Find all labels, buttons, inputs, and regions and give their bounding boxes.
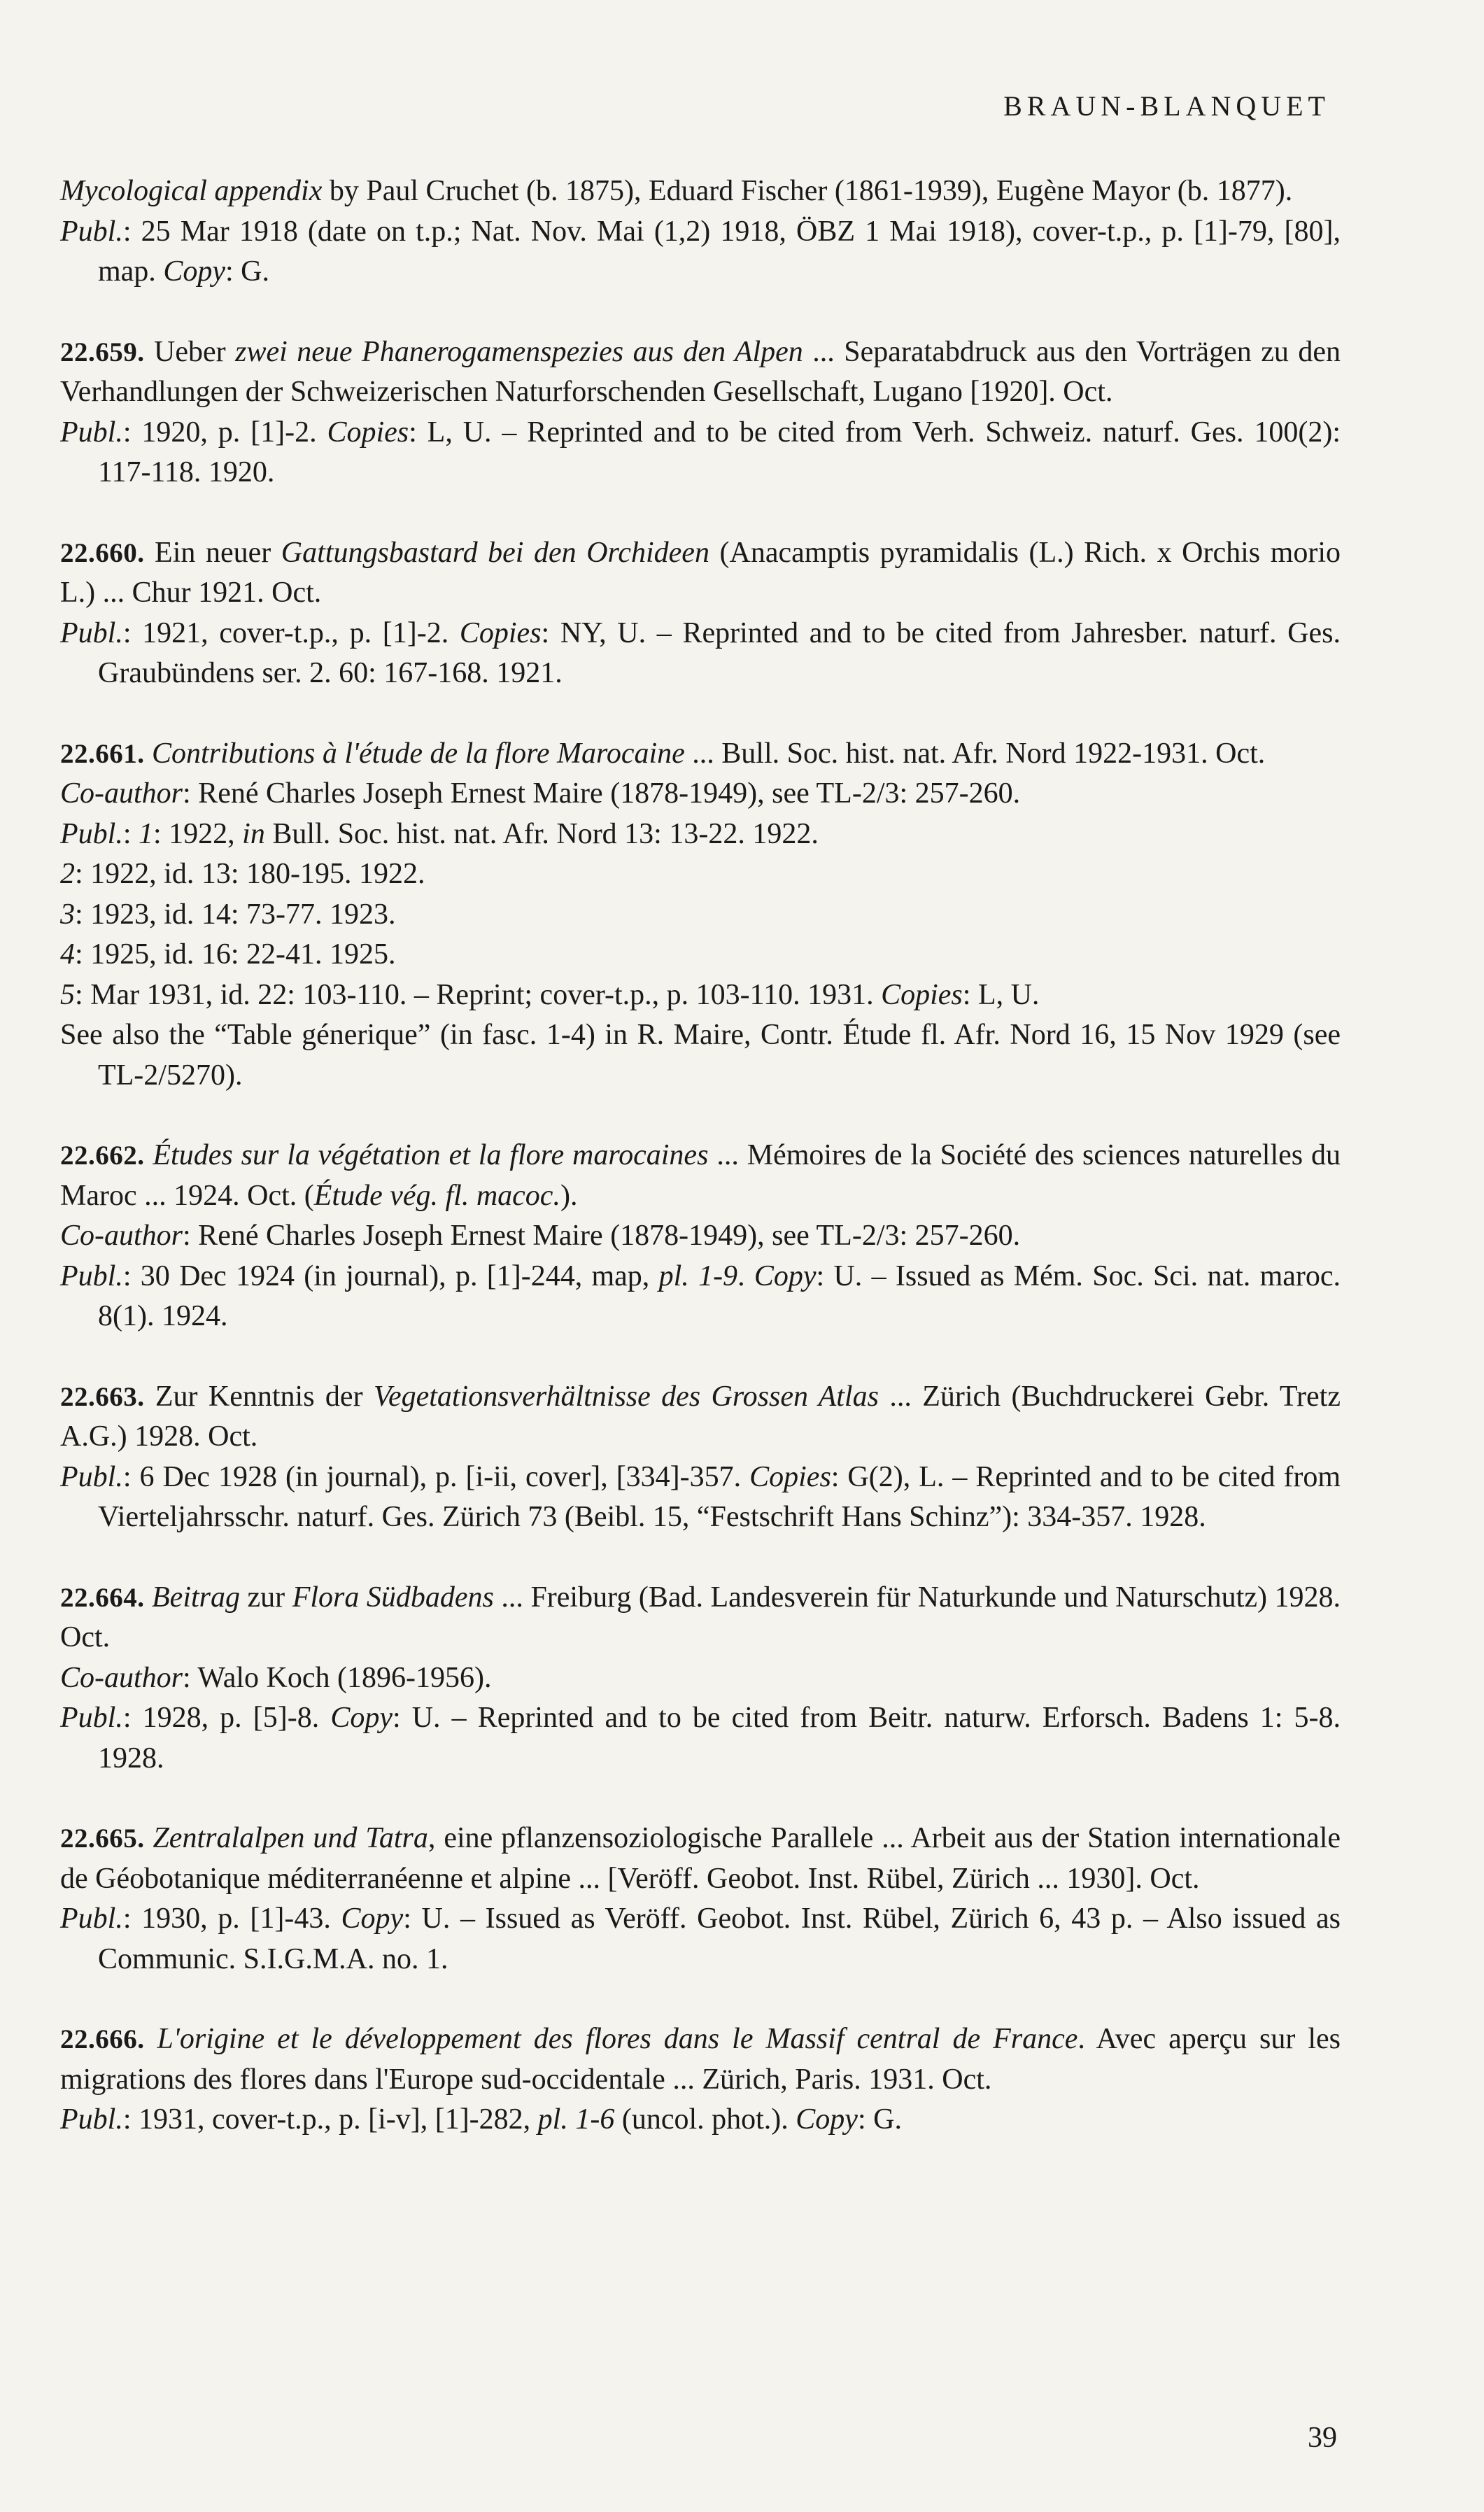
text-run: : 1922,	[153, 817, 243, 850]
italic-text: Publ.	[60, 1702, 123, 1734]
bibliography-entry	[60, 2019, 1341, 2140]
entry-detail	[60, 2100, 1341, 2140]
text-run: Bull. Soc. hist. nat. Afr. Nord 13: 13-22. 1922.	[264, 817, 819, 850]
text-run: : Mar 1931, id. 22: 103-110. – Reprint; cover-t.p., p. 103-110. 1931.	[75, 978, 882, 1011]
text-run: : 1920, p. [1]-2.	[122, 416, 327, 449]
text-run: : 1923, id. 14: 73-77. 1923.	[75, 898, 396, 931]
italic-text: Copies	[881, 978, 963, 1011]
italic-text: Beitrag	[152, 1581, 241, 1614]
text-run: : René Charles Joseph Ernest Maire (1878-1949), see TL-2/3: 257-260.	[183, 1220, 1021, 1252]
italic-text: 1	[139, 817, 153, 850]
text-run: ... Bull. Soc. hist. nat. Afr. Nord 1922-1931. Oct.	[684, 737, 1266, 770]
italic-text: in	[242, 817, 265, 850]
entry-number: 22.662.	[60, 1141, 145, 1171]
entry-detail	[60, 1257, 1341, 1337]
text-run: : 1928, p. [5]-8.	[122, 1702, 331, 1734]
entry-number: 22.666.	[60, 2024, 145, 2054]
bibliography-entry	[60, 1377, 1341, 1538]
entry-detail	[60, 1015, 1341, 1096]
text-run: : L, U.	[962, 978, 1040, 1011]
text-run: (uncol. phot.).	[614, 2103, 796, 2136]
italic-text: Publ.	[60, 215, 123, 248]
italic-text: Publ.	[60, 1460, 123, 1493]
italic-text: Copies	[327, 416, 409, 449]
entry-number: 22.659.	[60, 337, 145, 367]
text-run: . Avec aperçu sur les migrations des flores dans l'Europe sud-occidentale ... Zürich, Paris. 1931. Oct.	[60, 2023, 1341, 2096]
italic-text: 3	[60, 898, 75, 931]
entry-detail	[60, 1458, 1341, 1538]
text-run: : NY, U. – Reprinted and to be cited from Jahresber. naturf. Ges. Graubündens ser. 2. 60: 167-168. 1921.	[98, 616, 1341, 689]
entry-title	[60, 2019, 1341, 2100]
text-run: Zur Kenntnis der	[144, 1380, 374, 1413]
text-run	[145, 1822, 153, 1854]
text-run: : 1925, id. 16: 22-41. 1925.	[75, 938, 396, 971]
italic-text: Études sur la végétation et la flore marocaines	[153, 1139, 709, 1171]
entry-number: 22.665.	[60, 1823, 145, 1854]
entry-title	[60, 1136, 1341, 1216]
entry-title	[60, 734, 1341, 775]
text-run: zur	[240, 1581, 292, 1614]
italic-text: zwei neue Phanerogamenspezies aus den Alpen	[235, 335, 803, 368]
italic-text: 4	[60, 938, 75, 971]
italic-text: pl. 1-6	[537, 2103, 615, 2136]
text-run	[145, 2023, 157, 2055]
text-run: : 6 Dec 1928 (in journal), p. [i-ii, cover], [334]-357.	[122, 1460, 750, 1493]
italic-text: Co-author	[60, 1220, 183, 1252]
text-run: : G.	[857, 2103, 902, 2136]
prelude-block	[60, 171, 1341, 292]
italic-text: Publ.	[60, 1259, 123, 1292]
entry-detail	[60, 1698, 1341, 1779]
text-run: : L, U. – Reprinted and to be cited from Verh. Schweiz. naturf. Ges. 100(2): 117-118. 1920.	[98, 416, 1341, 488]
italic-text: Flora Südbadens	[292, 1581, 494, 1614]
entry-detail	[60, 774, 1341, 814]
entry-detail	[60, 935, 1341, 975]
entry-title	[60, 332, 1341, 413]
text-run: :	[122, 817, 139, 850]
entry-detail	[60, 854, 1341, 895]
italic-text: Publ.	[60, 2103, 123, 2136]
bibliography-entry	[60, 332, 1341, 493]
text-run: ... Separatabdruck aus den Vorträgen zu den Verhandlungen der Schweizerischen Naturforschenden Gesellschaft, Lugano [1920]. Oct.	[60, 335, 1341, 408]
italic-text: Mycological appendix	[60, 175, 323, 207]
italic-text: Copy	[796, 2103, 858, 2136]
italic-text: Publ.	[60, 1903, 123, 1935]
italic-text: 2	[60, 858, 75, 890]
entry-number: 22.663.	[60, 1381, 145, 1412]
italic-text: Étude vég. fl. macoc.	[313, 1179, 560, 1212]
text-run: ... Mémoires de la Société des sciences naturelles du Maroc ... 1924. Oct. (	[60, 1139, 1341, 1212]
italic-text: Copies	[459, 616, 542, 649]
entry-detail	[60, 895, 1341, 936]
entry-detail	[60, 814, 1341, 855]
text-run	[145, 1581, 153, 1614]
prelude-paragraph	[60, 212, 1341, 292]
entry-title	[60, 1819, 1341, 1899]
text-run: : G(2), L. – Reprinted and to be cited from Vierteljahrsschr. naturf. Ges. Zürich 73 (Beibl. 15, “Festschrift Hans Schinz”): 334-357. 1928.	[98, 1460, 1341, 1533]
entry-number: 22.661.	[60, 738, 145, 769]
text-run: : U. – Reprinted and to be cited from Beitr. naturw. Erforsch. Badens 1: 5-8. 1928.	[98, 1702, 1341, 1774]
bibliography-entry	[60, 1819, 1341, 1980]
text-run: See also the “Table génerique” (in fasc. 1-4) in R. Maire, Contr. Étude fl. Afr. Nord 16, 15 Nov 1929 (see TL-2/5270).	[60, 1019, 1341, 1092]
text-run	[145, 738, 153, 770]
entry-list	[60, 332, 1341, 2140]
entry-detail	[60, 1899, 1341, 1980]
text-run: by Paul Cruchet (b. 1875), Eduard Fischer (1861-1939), Eugène Mayor (b. 1877).	[322, 175, 1293, 207]
text-run: : René Charles Joseph Ernest Maire (1878-1949), see TL-2/3: 257-260.	[183, 777, 1021, 810]
text-run: ).	[560, 1179, 578, 1212]
page-number: 39	[1308, 2422, 1337, 2454]
text-run: (Anacamptis pyramidalis (L.) Rich. x Orchis morio L.) ... Chur 1921. Oct.	[60, 536, 1341, 609]
bibliography-entry	[60, 1578, 1341, 1779]
text-run: : 1930, p. [1]-43.	[122, 1903, 341, 1935]
text-run: Ein neuer	[144, 536, 281, 569]
entry-detail	[60, 1216, 1341, 1257]
italic-text: Copy	[341, 1903, 404, 1935]
bibliography-entry	[60, 533, 1341, 694]
entry-title	[60, 533, 1341, 614]
italic-text: Copy	[163, 255, 225, 288]
italic-text: Co-author	[60, 777, 183, 810]
text-run: ... Freiburg (Bad. Landesverein für Naturkunde und Naturschutz) 1928. Oct.	[60, 1581, 1341, 1653]
text-run: : 1931, cover-t.p., p. [i-v], [1]-282,	[122, 2103, 538, 2136]
italic-text: 5	[60, 978, 75, 1011]
entry-title	[60, 1377, 1341, 1458]
italic-text: Contributions à l'étude de la flore Marocaine	[152, 737, 685, 770]
running-head: BRAUN-BLANQUET	[1003, 90, 1330, 122]
entry-detail	[60, 1658, 1341, 1699]
italic-text: Publ.	[60, 616, 123, 649]
bibliography-body	[60, 171, 1341, 2140]
italic-text: Publ.	[60, 817, 123, 850]
italic-text: pl. 1-9	[658, 1259, 738, 1292]
italic-text: Zentralalpen und Tatra	[153, 1822, 428, 1854]
entry-detail	[60, 413, 1341, 493]
entry-detail	[60, 975, 1341, 1016]
italic-text: L'origine et le développement des flores dans le Massif central de France	[157, 2023, 1078, 2055]
text-run: : Walo Koch (1896-1956).	[183, 1661, 492, 1694]
bibliography-entry	[60, 734, 1341, 1096]
entry-number: 22.664.	[60, 1582, 145, 1613]
text-run: : 30 Dec 1924 (in journal), p. [1]-244, map,	[122, 1259, 659, 1292]
italic-text: Copy	[330, 1702, 393, 1734]
text-run: : U. – Issued as Veröff. Geobot. Inst. Rübel, Zürich 6, 43 p. – Also issued as Communic. S.I.G.M.A. no. 1.	[98, 1903, 1341, 1975]
entry-number: 22.660.	[60, 537, 145, 568]
text-run: ... Zürich (Buchdruckerei Gebr. Tretz A.G.) 1928. Oct.	[60, 1380, 1341, 1453]
text-run: , eine pflanzensoziologische Parallele ... Arbeit aus der Station internationale de Géobotanique méditerranéenne et alpine ... [Veröff. Geobot. Inst. Rübel, Zürich ... 1930]. Oct.	[60, 1822, 1341, 1895]
text-run: Ueber	[144, 335, 236, 368]
text-run: : 1922, id. 13: 180-195. 1922.	[75, 858, 425, 890]
italic-text: Co-author	[60, 1661, 183, 1694]
italic-text: Copy	[754, 1259, 817, 1292]
italic-text: Copies	[749, 1460, 831, 1493]
prelude-paragraph	[60, 171, 1341, 212]
italic-text: Gattungsbastard bei den Orchideen	[281, 536, 709, 569]
text-run: : U. – Issued as Mém. Soc. Sci. nat. maroc. 8(1). 1924.	[98, 1259, 1341, 1332]
text-run: : G.	[225, 255, 269, 288]
entry-detail	[60, 614, 1341, 694]
text-run: : 1921, cover-t.p., p. [1]-2.	[122, 616, 460, 649]
italic-text: Vegetationsverhältnisse des Grossen Atlas	[373, 1380, 879, 1413]
text-run: .	[737, 1259, 754, 1292]
entry-title	[60, 1578, 1341, 1658]
bibliography-entry	[60, 1136, 1341, 1337]
text-run	[145, 1139, 153, 1171]
text-run: : 25 Mar 1918 (date on t.p.; Nat. Nov. Mai (1,2) 1918, ÖBZ 1 Mai 1918), cover-t.p., p. [1]-79, [80], map.	[98, 215, 1341, 288]
italic-text: Publ.	[60, 416, 123, 449]
